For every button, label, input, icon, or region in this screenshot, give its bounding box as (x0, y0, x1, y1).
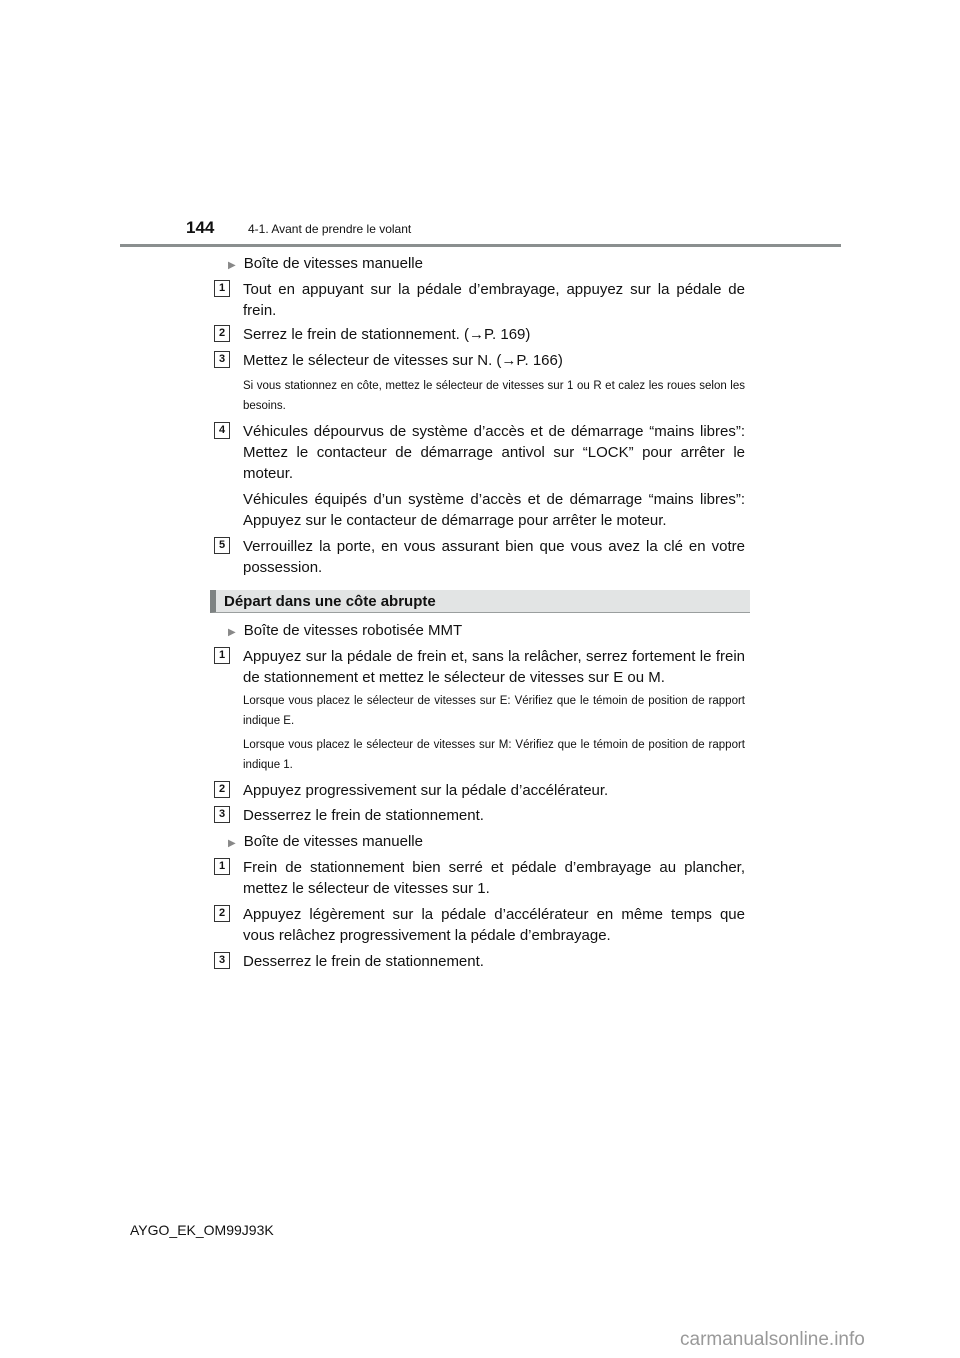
step-note: Si vous stationnez en côte, mettez le sélecteur de vitesses sur 1 ou R et calez les roues selon les besoins. (243, 380, 745, 412)
footer-code: AYGO_EK_OM99J93K (130, 1222, 274, 1238)
step-text: Tout en appuyant sur la pédale d’embrayage, appuyez sur la pédale de frein. (243, 281, 745, 319)
watermark: carmanualsonline.info (680, 1329, 865, 1350)
step-number: 2 (214, 325, 230, 342)
page-number: 144 (186, 218, 215, 237)
step-text: Appuyez légèrement sur la pédale d’accélérateur en même temps que vous relâchez progressivement la pédale d’embrayage. (243, 906, 745, 944)
bullet-manual (228, 253, 423, 276)
step-text: Véhicules dépourvus de système d’accès et de démarrage “mains libres”: Mettez le contacteur de démarrage antivol sur “LOCK” pour arrêter le moteur. (243, 423, 745, 482)
step-number: 3 (214, 806, 230, 823)
section-heading: Départ dans une côte abrupte (210, 590, 750, 613)
bullet-label: Boîte de vitesses manuelle (243, 255, 423, 272)
step-number: 5 (214, 537, 230, 554)
step-number: 2 (214, 781, 230, 798)
step-text: Desserrez le frein de stationnement. (243, 807, 484, 824)
step-number: 1 (214, 647, 230, 664)
step-text: Mettez le sélecteur de vitesses sur N. (→P. 166) (243, 352, 563, 369)
step-text: Appuyez sur la pédale de frein et, sans la relâcher, serrez fortement le frein de stationnement et mettez le sélecteur de vitesses sur E ou M. (243, 648, 745, 686)
step-number: 3 (214, 952, 230, 969)
header-rule (120, 244, 841, 247)
triangle-bullet-icon: ▶ (228, 260, 236, 271)
triangle-bullet-icon: ▶ (228, 838, 236, 849)
chapter-title: 4-1. Avant de prendre le volant (248, 222, 412, 236)
triangle-bullet-icon: ▶ (228, 627, 236, 638)
step-text: Verrouillez la porte, en vous assurant bien que vous avez la clé en votre possession. (243, 538, 745, 576)
step-text: Serrez le frein de stationnement. (→P. 169) (243, 326, 531, 343)
step-text: Appuyez progressivement sur la pédale d’accélérateur. (243, 782, 609, 799)
bullet-label: Boîte de vitesses robotisée MMT (243, 622, 463, 639)
step-note: Lorsque vous placez le sélecteur de vitesses sur E: Vérifiez que le témoin de position de rapport indique E. (243, 695, 745, 727)
bullet-label: Boîte de vitesses manuelle (243, 833, 423, 850)
step-number: 1 (214, 280, 230, 297)
bullet-manual (228, 831, 423, 854)
step-number: 2 (214, 905, 230, 922)
step-note: Lorsque vous placez le sélecteur de vitesses sur M: Vérifiez que le témoin de position de rapport indique 1. (243, 739, 745, 771)
step-number: 4 (214, 422, 230, 439)
bullet-mmt (228, 620, 462, 643)
step-text: Frein de stationnement bien serré et pédale d’embrayage au plancher, mettez le sélecteur de vitesses sur 1. (243, 859, 745, 897)
step-number: 3 (214, 351, 230, 368)
step-text: Véhicules équipés d’un système d’accès et de démarrage “mains libres”: Appuyez sur le contacteur de démarrage pour arrêter le moteur. (243, 491, 745, 529)
step-text: Desserrez le frein de stationnement. (243, 953, 484, 970)
step-number: 1 (214, 858, 230, 875)
